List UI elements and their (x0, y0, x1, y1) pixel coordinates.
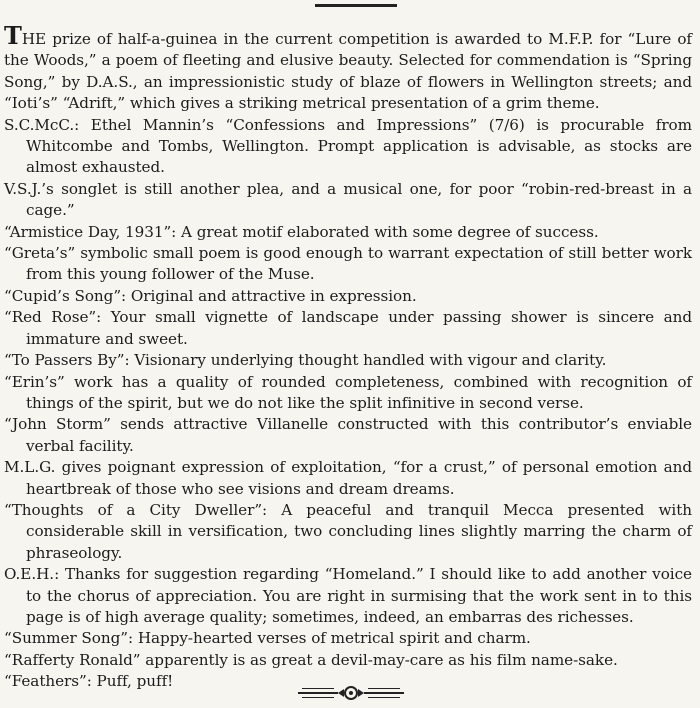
reply-entry: S.C.McC.: Ethel Mannin’s “Confessions and Impressions” (7/6) is procurable from Whitcombe and Tombs, Wellington. Prompt application is advisable, as stocks are almost exhausted. (4, 115, 692, 177)
top-rule (315, 4, 397, 7)
ornament-divider-icon (296, 685, 406, 701)
prize-announcement (4, 21, 692, 115)
reply-entry: M.L.G. gives poignant expression of exploitation, “for a crust,” of personal emotion and heartbreak of those who see visions and dream dreams. (4, 458, 692, 498)
reply-entry: “Rafferty Ronald” apparently is as great a devil-may-care as his film name-sake. (4, 650, 618, 669)
reply-entry: “To Passers By”: Visionary underlying thought handled with vigour and clarity. (4, 351, 607, 370)
reply-entry: “Erin’s” work has a quality of rounded completeness, combined with recognition of things of the spirit, but we do not like the split infinitive in second verse. (4, 372, 692, 412)
article-column (4, 21, 692, 693)
drop-cap: T (4, 21, 22, 50)
reply-entry: “Cupid’s Song”: Original and attractive in expression. (4, 286, 417, 305)
prize-text: HE prize of half-a-guinea in the current competition is awarded to M.F.P. for “Lure of the Woods,” a poem of fleeting and elusive beauty. Selected for commendation is “Spring Song,” by D.A.S., an impressionistic study of blaze of flowers in Wellington streets; and “Ioti’s” “Adrift,” which gives a striking metrical presentation of a grim theme. (4, 30, 692, 113)
reply-entry: “Greta’s” symbolic small poem is good enough to warrant expectation of still better work from this young follower of the Muse. (4, 244, 692, 284)
reply-entry: “Thoughts of a City Dweller”: A peaceful and tranquil Mecca presented with considerable skill in versification, two concluding lines slightly marring the charm of phraseology. (4, 500, 692, 562)
reply-entry: V.S.J.’s songlet is still another plea, and a musical one, for poor “robin-red-breast in a cage.” (4, 179, 692, 220)
reply-entry: “Summer Song”: Happy-hearted verses of metrical spirit and charm. (4, 629, 531, 648)
reply-entry: “Red Rose”: Your small vignette of landscape under passing shower is sincere and immature and sweet. (4, 308, 692, 348)
reply-entry: O.E.H.: Thanks for suggestion regarding “Homeland.” I should like to add another voice to the chorus of appreciation. You are right in surmising that the work sent in to this page is of high average quality; sometimes, indeed, an embarras des richesses. (4, 565, 692, 626)
reply-entry: “Feathers”: Puff, puff! (4, 672, 174, 691)
reply-entry: “John Storm” sends attractive Villanelle constructed with this contributor’s enviable verbal facility. (4, 415, 692, 455)
reply-entry: “Armistice Day, 1931”: A great motif elaborated with some degree of success. (4, 222, 599, 241)
